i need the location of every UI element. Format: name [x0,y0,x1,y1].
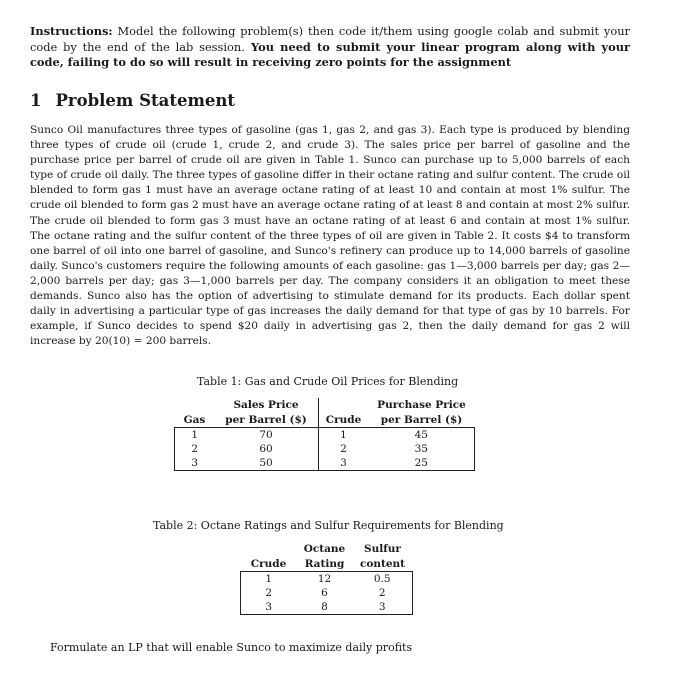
table-row: 3 8 3 [241,600,413,615]
octane-header-top: Octane [303,543,346,555]
section-heading [30,91,235,110]
instructions-warning: You need to submit your linear program along with your code, failing to do so will result in receiving zero points for the assignment [30,39,630,69]
table-row: 2 60 2 35 [175,442,475,456]
gas-header: Gas [175,413,215,428]
table-row: 1 12 0.5 [241,572,413,587]
section-number: 1 [30,91,42,110]
purchase-price-header-top: Purchase Price [377,399,466,411]
sulfur-header-bottom: content [353,557,413,572]
task-instruction: Formulate an LP that will enable Sunco to maximize daily profits [50,641,413,654]
table-header-row [241,542,413,557]
instructions-lead: Instructions: [30,24,113,38]
octane-header-bottom: Rating [297,557,353,572]
instructions-text: Model the following problem(s) then code it/them using google colab and submit your code by the end of the lab session. [30,24,630,54]
table-header-row [175,413,475,428]
table-header-row [241,557,413,572]
octane-sulfur-table [240,542,413,615]
crude-header: Crude [318,413,369,428]
sales-price-header-bottom: per Barrel ($) [215,413,319,428]
table-header-row [175,398,475,413]
problem-statement-text: Sunco Oil manufactures three types of gasoline (gas 1, gas 2, and gas 3). Each type is produced by blending three types of crude oil (crude 1, crude 2, and crude 3). The sales price per barrel of gasoline and the purchase price per barrel of crude oil are given in Table 1. Sunco can purchase up to 5,000 barrels of each type of crude oil daily. The three types of gasoline differ in their octane rating and sulfur content. The crude oil blended to form gas 1 must have an average octane rating of at least 10 and contain at most 1% sulfur. The crude oil blended to form gas 2 must have an average octane rating of at least 8 and contain at most 2% sulfur. The crude oil blended to form gas 3 must have an octane rating of at least 6 and contain at most 1% sulfur. The octane rating and the sulfur content of the three types of oil are given in Table 2. It costs $4 to transform one barrel of oil into one barrel of gasoline, and Sunco's refinery can produce up to 14,000 barrels of gasoline daily. Sunco's customers require the following amounts of each gasoline: gas 1—3,000 barrels per day; gas 2—2,000 barrels per day; gas 3—1,000 barrels per day. The company considers it an obligation to meet these demands. Sunco also has the option of advertising to stimulate demand for its products. Each dollar spent daily in advertising a particular type of gas increases the daily demand for that type of gas by 10 barrels. For example, if Sunco decides to spend $20 daily in advertising gas 2, then the daily demand for gas 2 will increase by 20(10) = 200 barrels. [30,124,630,348]
gas-crude-prices-table [174,398,475,471]
sales-price-header-top: Sales Price [215,398,319,413]
section-title: Problem Statement [55,91,236,110]
crude-header: Crude [241,557,297,572]
sulfur-header-top: Sulfur [364,543,401,555]
instructions-paragraph [30,24,630,71]
table-row: 1 70 1 45 [175,428,475,443]
purchase-price-header-bottom: per Barrel ($) [369,413,475,428]
table-row: 3 50 3 25 [175,456,475,471]
table2-caption: Table 2: Octane Ratings and Sulfur Requirements for Blending [153,519,504,532]
table-row: 2 6 2 [241,586,413,600]
table1-caption: Table 1: Gas and Crude Oil Prices for Blending [197,375,459,388]
